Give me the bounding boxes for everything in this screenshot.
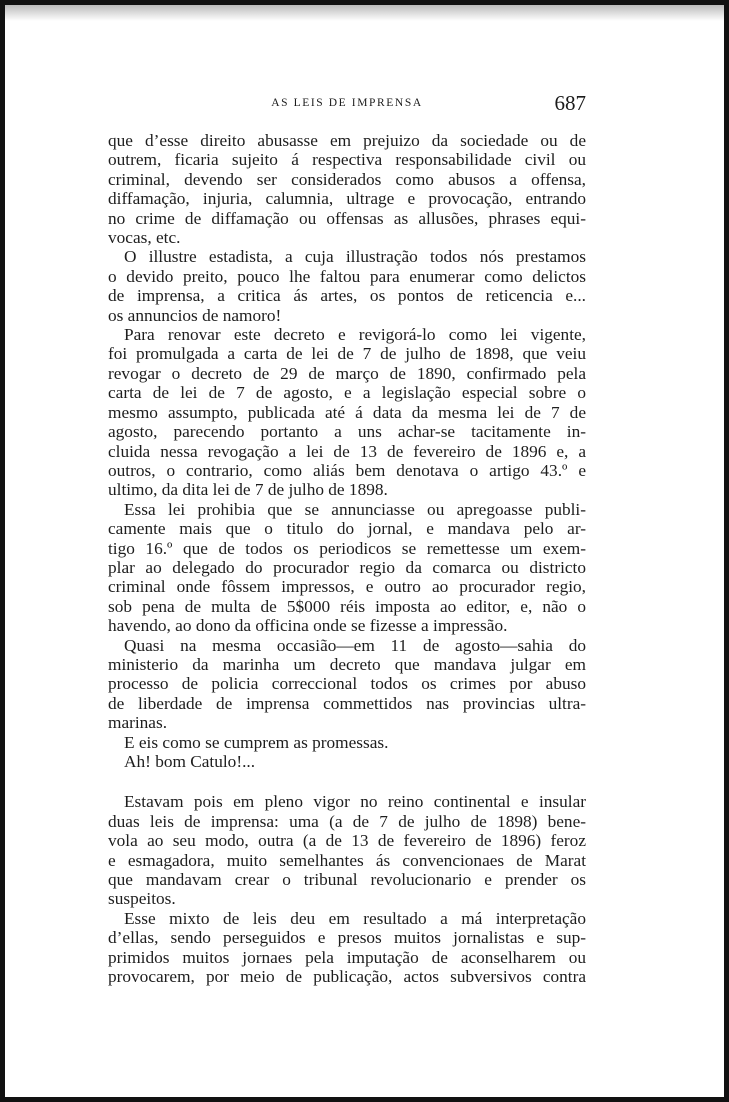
text-line: camente mais que o titulo do jornal, e mandava pelo ar- [108, 519, 586, 539]
text-line: Estavam pois em pleno vigor no reino continental e insular [124, 792, 586, 812]
paragraph [108, 131, 586, 247]
text-line: ultimo, da dita lei de 7 de julho de 1898. [108, 480, 388, 500]
text-line: tigo 16.º que de todos os periodicos se remettesse um exem- [108, 538, 586, 558]
text-line: no crime de diffamação ou offensas as allusões, phrases equi- [108, 208, 586, 228]
paragraph [108, 792, 586, 908]
text-line: revogar o decreto de 29 de março de 1890, confirmado pela [108, 363, 586, 383]
text-line: primidos muitos jornaes pela imputação de aconselharem ou [108, 947, 586, 967]
paragraph [108, 247, 586, 325]
text-line: provocarem, por meio de publicação, actos subversivos contra [108, 967, 586, 987]
text-line: vocas, etc. [108, 228, 181, 248]
paragraph [108, 636, 586, 733]
text-line: Essa lei prohibia que se annunciasse ou apregoasse publi- [124, 499, 586, 519]
page-header [108, 93, 586, 117]
text-line: diffamação, injuria, calumnia, ultrage e provocação, entrando [108, 189, 586, 209]
text-line: suspeitos. [108, 889, 176, 909]
text-line: sob pena de multa de 5$000 réis imposta ao editor, e, não o [108, 596, 586, 616]
text-line: o devido preito, pouco lhe faltou para enumerar como delictos [108, 266, 586, 286]
text-line: Para renovar este decreto e revigorá-lo como lei vigente, [124, 325, 586, 345]
text-line: d’ellas, sendo perseguidos e presos muitos jornalistas e sup- [108, 928, 586, 948]
paragraph [108, 909, 586, 987]
paragraph [108, 500, 586, 636]
text-line: ministerio da marinha um decreto que mandava julgar em [108, 654, 586, 674]
text-line: de liberdade de imprensa commettidos nas provincias ultra- [108, 693, 586, 713]
text-line: e esmagadora, muito semelhantes ás convencionaes de Marat [108, 850, 586, 870]
paragraph [108, 733, 586, 752]
text-line: agosto, parecendo portanto a uns achar-se tacitamente in- [108, 422, 586, 442]
section-break [108, 771, 586, 792]
text-line: E eis como se cumprem as promessas. [124, 732, 389, 752]
text-line: outrem, ficaria sujeito á respectiva responsabilidade civil ou [108, 150, 586, 170]
text-line: Esse mixto de leis deu em resultado a má interpretação [124, 908, 586, 928]
text-line: Quasi na mesma occasião—em 11 de agosto—sahia do [124, 635, 586, 655]
text-line: que mandavam crear o tribunal revolucionario e prender os [108, 870, 586, 890]
text-line: havendo, ao dono da officina onde se fizesse a impressão. [108, 616, 508, 636]
text-line: marinas. [108, 713, 168, 733]
text-line: foi promulgada a carta de lei de 7 de julho de 1898, que veiu [108, 344, 586, 364]
text-line: processo de policia correccional todos os crimes por abuso [108, 674, 586, 694]
paragraph [108, 325, 586, 500]
text-line: cluida nessa revogação a lei de 13 de fevereiro de 1896 e, a [108, 441, 586, 461]
text-line: plar ao delegado do procurador regio da comarca ou districto [108, 557, 586, 577]
text-line: os annuncios de namoro! [108, 305, 282, 325]
text-line: de imprensa, a critica ás artes, os pontos de reticencia e... [108, 286, 586, 306]
text-line: que d’esse direito abusasse em prejuizo da sociedade ou de [108, 131, 586, 150]
text-line: vola ao seu modo, outra (a de 13 de fevereiro de 1896) feroz [108, 831, 586, 851]
body-text [108, 131, 586, 986]
page-number: 687 [554, 91, 586, 115]
text-line: duas leis de imprensa: uma (a de 7 de julho de 1898) bene- [108, 811, 586, 831]
text-line: mesmo assumpto, publicada até á data da mesma lei de 7 de [108, 402, 586, 422]
text-line: outros, o contrario, como aliás bem denotava o artigo 43.º e [108, 460, 586, 480]
text-line: O illustre estadista, a cuja illustração todos nós prestamos [124, 247, 586, 267]
text-line: criminal onde fôssem impressos, e outro ao procurador regio, [108, 577, 586, 597]
paragraph [108, 752, 586, 771]
text-line: Ah! bom Catulo!... [124, 752, 256, 771]
text-line: criminal, devendo ser considerados como abusos a offensa, [108, 169, 586, 189]
running-title: AS LEIS DE IMPRENSA [271, 97, 423, 109]
text-line: carta de lei de 7 de agosto, e a legislação especial sobre o [108, 383, 586, 403]
